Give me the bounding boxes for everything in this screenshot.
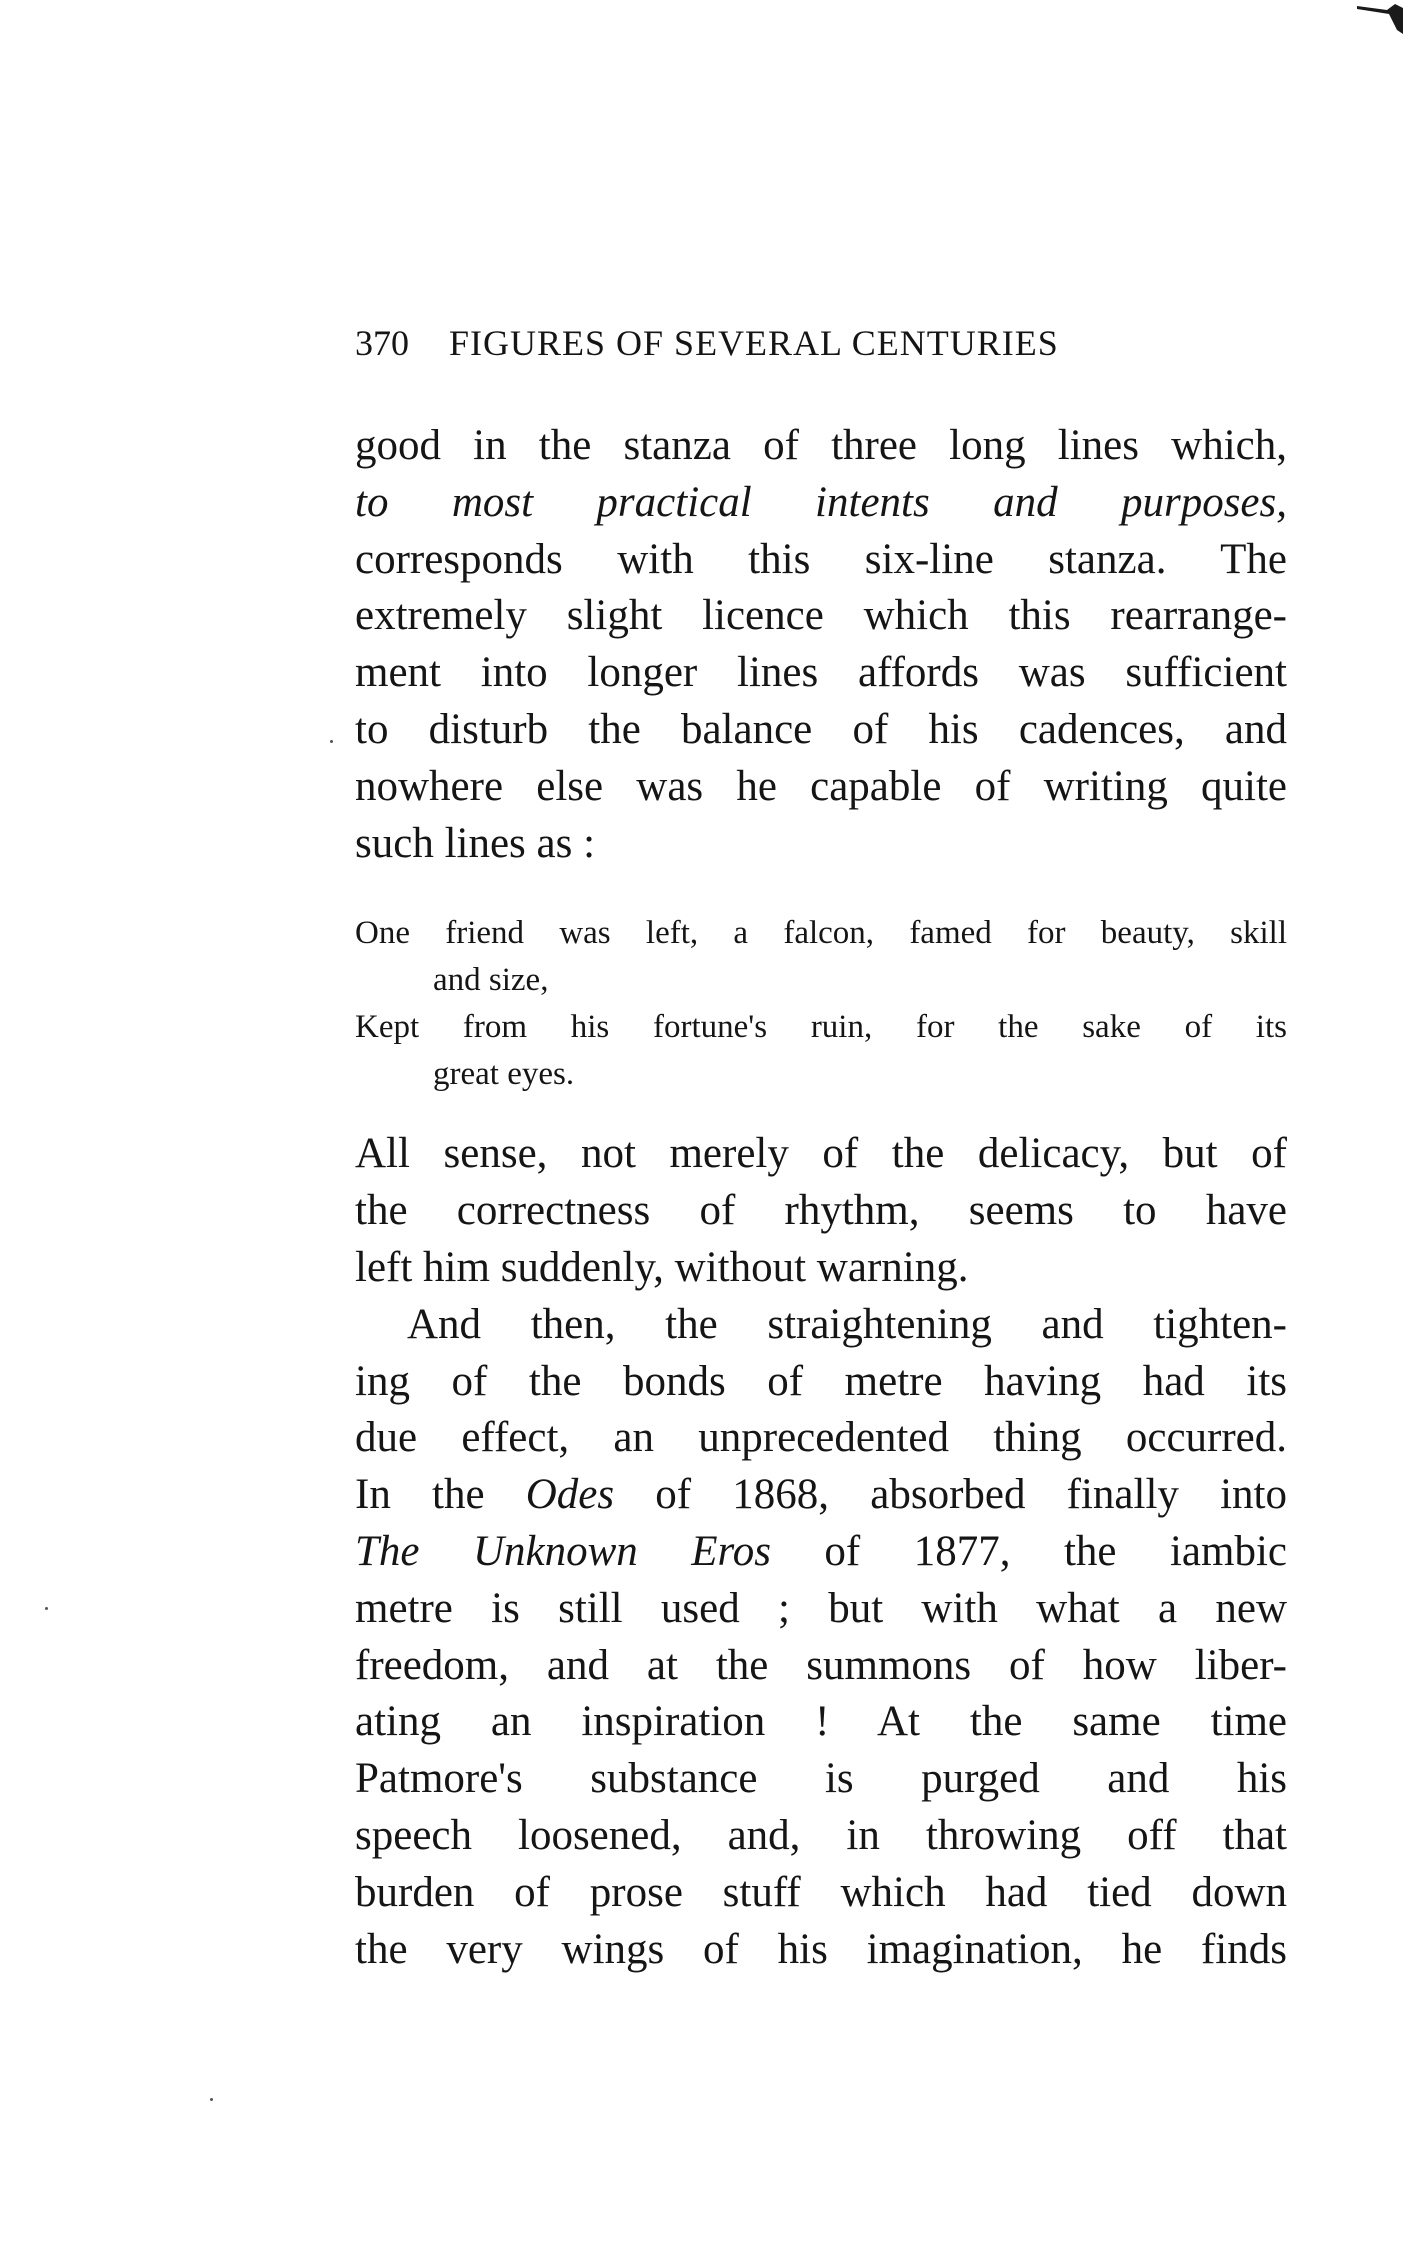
text-line: corresponds with this six-line stanza. The bbox=[355, 535, 1287, 583]
text-line: due effect, an unprecedented thing occurred. bbox=[355, 1414, 1287, 1462]
text-line: ating an inspiration ! At the same time bbox=[355, 1698, 1287, 1746]
italic-title-odes: Odes bbox=[525, 1471, 615, 1519]
text-segment: of 1877, the iambic bbox=[770, 1527, 1287, 1575]
text-line: Patmore's substance is purged and his bbox=[355, 1755, 1287, 1803]
italic-title-unknown-eros: The Unknown Eros bbox=[355, 1527, 771, 1575]
text-line bbox=[355, 475, 1287, 532]
text-segment: In the bbox=[355, 1471, 526, 1519]
verse-line-continuation: great eyes. bbox=[433, 1056, 575, 1093]
paragraph-2 bbox=[355, 1126, 1287, 1296]
page-number: 370 bbox=[355, 323, 409, 363]
text-line bbox=[355, 1524, 1287, 1581]
scan-speck bbox=[45, 1607, 48, 1610]
running-title: FIGURES OF SEVERAL CENTURIES bbox=[449, 323, 1059, 363]
text-line: such lines as : bbox=[355, 819, 596, 867]
text-line: the correctness of rhythm, seems to have bbox=[355, 1187, 1287, 1235]
text-line: good in the stanza of three long lines which, bbox=[355, 422, 1287, 469]
text-line bbox=[355, 1467, 1287, 1524]
text-line: left him suddenly, without warning. bbox=[355, 1243, 969, 1291]
text-line: metre is still used ; but with what a new bbox=[355, 1584, 1287, 1632]
text-line: extremely slight licence which this rearrange- bbox=[355, 592, 1287, 640]
running-head bbox=[355, 322, 1287, 374]
text-line: All sense, not merely of the delicacy, but of bbox=[355, 1130, 1287, 1178]
text-line: nowhere else was he capable of writing quite bbox=[355, 762, 1287, 810]
text-line: ment into longer lines affords was sufficient bbox=[355, 649, 1287, 697]
verse-line-continuation: and size, bbox=[433, 962, 549, 999]
italic-text: to most practical intents and purposes, bbox=[355, 478, 1287, 526]
verse-line: Kept from his fortune's ruin, for the sake of its bbox=[355, 1009, 1287, 1046]
text-line: And then, the straightening and tighten- bbox=[407, 1300, 1287, 1348]
text-line: freedom, and at the summons of how liber- bbox=[355, 1641, 1287, 1689]
paragraph-3 bbox=[355, 1297, 1287, 1979]
text-line: the very wings of his imagination, he finds bbox=[355, 1925, 1287, 1973]
text-line: burden of prose stuff which had tied down bbox=[355, 1868, 1287, 1916]
text-line: speech loosened, and, in throwing off that bbox=[355, 1811, 1287, 1859]
verse-quotation bbox=[355, 910, 1287, 1098]
text-segment: of 1868, absorbed finally into bbox=[614, 1471, 1287, 1519]
page-corner-mark bbox=[1357, 0, 1403, 34]
scan-speck bbox=[210, 2098, 213, 2101]
paragraph-1 bbox=[355, 418, 1287, 872]
text-line: ing of the bonds of metre having had its bbox=[355, 1357, 1287, 1405]
book-page bbox=[355, 322, 1287, 1978]
text-line: to disturb the balance of his cadences, and bbox=[355, 705, 1287, 753]
scan-speck bbox=[330, 740, 333, 743]
verse-line: One friend was left, a falcon, famed for beauty, skill bbox=[355, 915, 1287, 952]
